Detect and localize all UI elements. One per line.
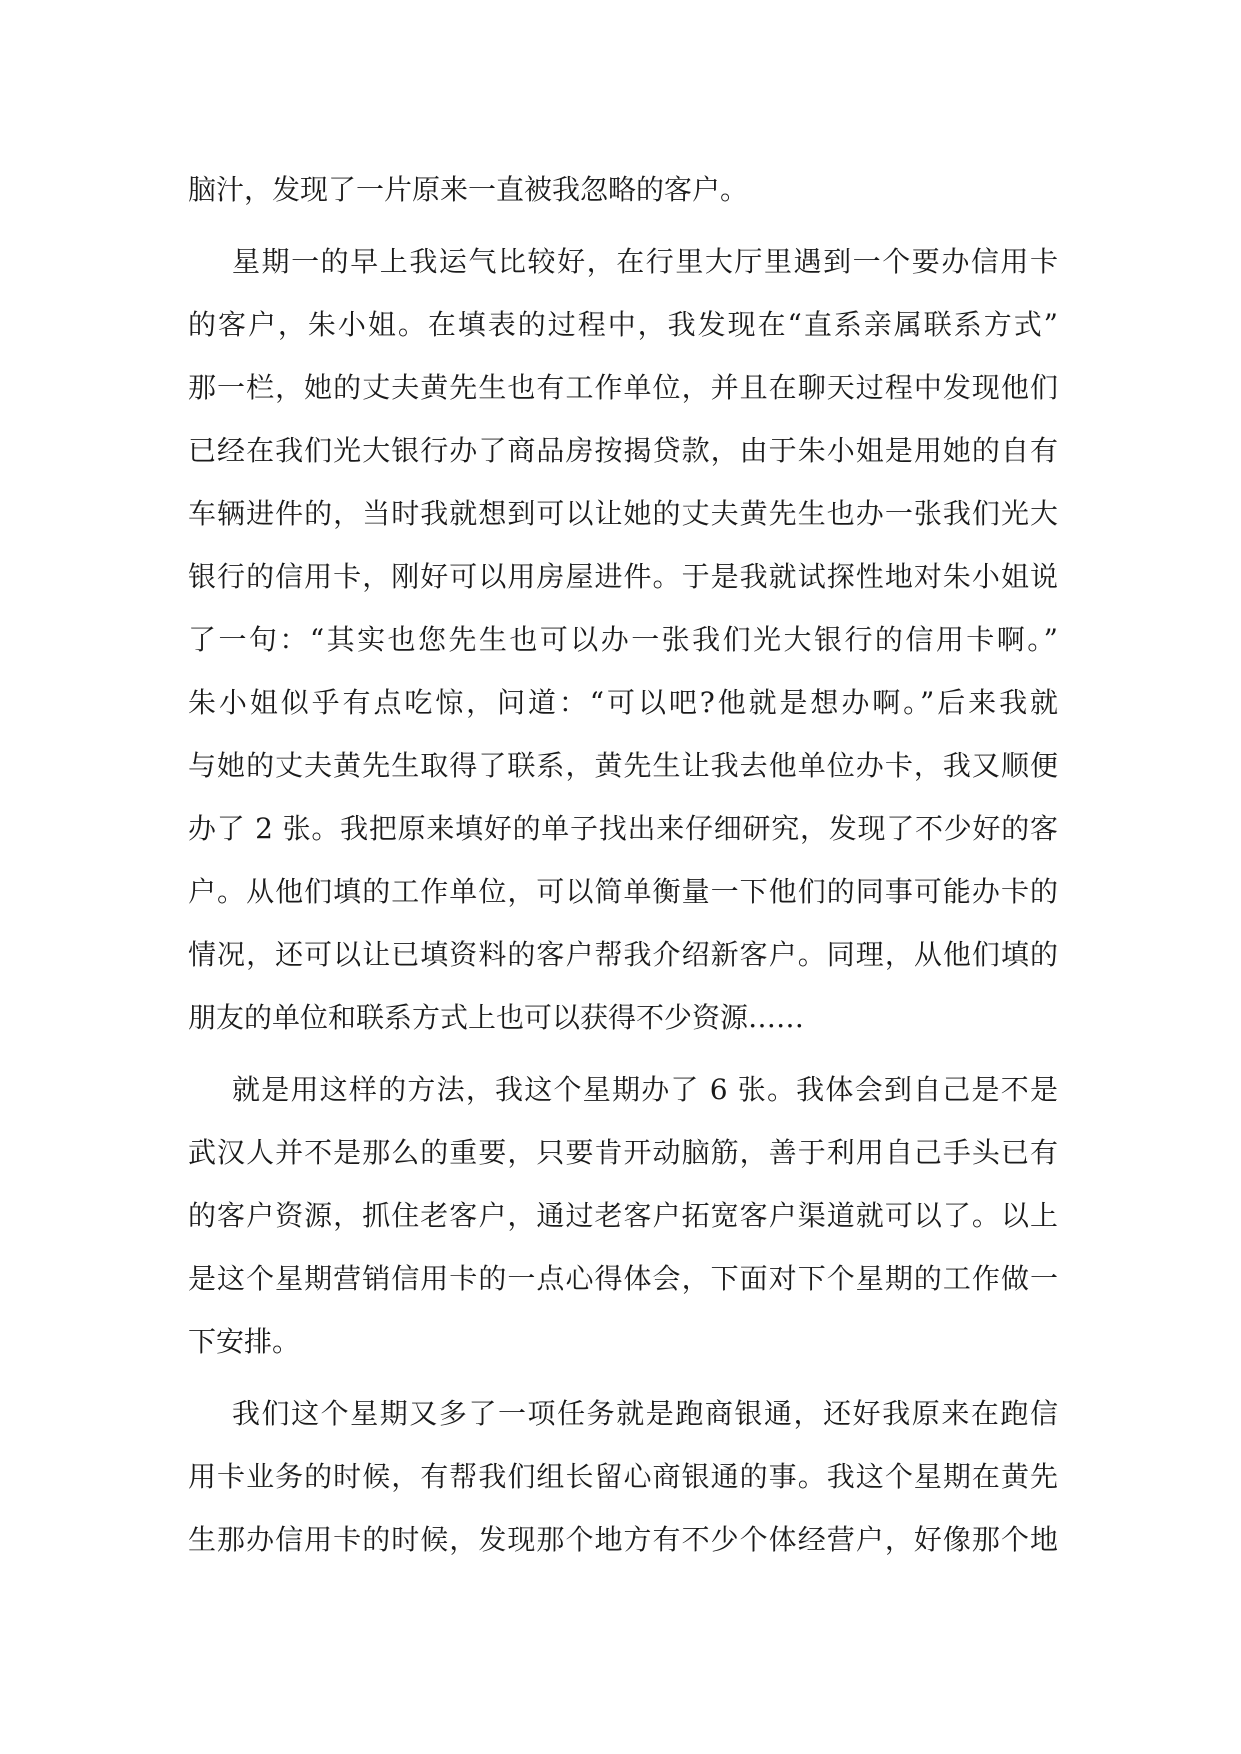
text-line: 脑汁，发现了一片原来一直被我忽略的客户。: [188, 173, 749, 206]
text-line: 的客户，朱小姐。在填表的过程中，我发现在“直系亲属联系方式”: [188, 308, 1058, 341]
text-line: 下安排。: [188, 1325, 301, 1358]
text-line: 那一栏，她的丈夫黄先生也有工作单位，并且在聊天过程中发现他们: [188, 371, 1058, 404]
text-line: 车辆进件的，当时我就想到可以让她的丈夫黄先生也办一张我们光大: [188, 497, 1058, 530]
text-line: 与她的丈夫黄先生取得了联系，黄先生让我去他单位办卡，我又顺便: [188, 749, 1058, 782]
text-line: 了一句：“其实也您先生也可以办一张我们光大银行的信用卡啊。”: [188, 623, 1058, 656]
paragraph: [188, 1382, 1058, 1571]
text-line: 我们这个星期又多了一项任务就是跑商银通，还好我原来在跑信: [232, 1397, 1058, 1430]
text-line: 的客户资源，抓住老客户，通过老客户拓宽客户渠道就可以了。以上: [188, 1199, 1058, 1232]
text-line: 武汉人并不是那么的重要，只要肯开动脑筋，善于利用自己手头已有: [188, 1136, 1058, 1169]
paragraph: [188, 230, 1058, 1049]
text-line: 朋友的单位和联系方式上也可以获得不少资源……: [188, 1001, 805, 1034]
text-line: 用卡业务的时候，有帮我们组长留心商银通的事。我这个星期在黄先: [188, 1460, 1058, 1493]
text-line: 户。从他们填的工作单位，可以简单衡量一下他们的同事可能办卡的: [188, 875, 1058, 908]
paragraph: [188, 158, 1058, 221]
text-line: 已经在我们光大银行办了商品房按揭贷款，由于朱小姐是用她的自有: [188, 434, 1058, 467]
document-body: [188, 158, 1058, 1571]
text-line: 星期一的早上我运气比较好，在行里大厅里遇到一个要办信用卡: [232, 245, 1058, 278]
text-line: 朱小姐似乎有点吃惊，问道：“可以吧?他就是想办啊。”后来我就: [188, 686, 1058, 719]
text-line: 办了 2 张。我把原来填好的单子找出来仔细研究，发现了不少好的客: [188, 812, 1058, 845]
text-line: 情况，还可以让已填资料的客户帮我介绍新客户。同理，从他们填的: [188, 938, 1058, 971]
paragraph-gap: [188, 221, 1058, 230]
paragraph-gap: [188, 1373, 1058, 1382]
paragraph-gap: [188, 1049, 1058, 1058]
text-line: 银行的信用卡，刚好可以用房屋进件。于是我就试探性地对朱小姐说: [188, 560, 1058, 593]
text-line: 生那办信用卡的时候，发现那个地方有不少个体经营户，好像那个地: [188, 1523, 1058, 1556]
text-line: 是这个星期营销信用卡的一点心得体会，下面对下个星期的工作做一: [188, 1262, 1058, 1295]
paragraph: [188, 1058, 1058, 1373]
text-line: 就是用这样的方法，我这个星期办了 6 张。我体会到自己是不是: [232, 1073, 1058, 1106]
